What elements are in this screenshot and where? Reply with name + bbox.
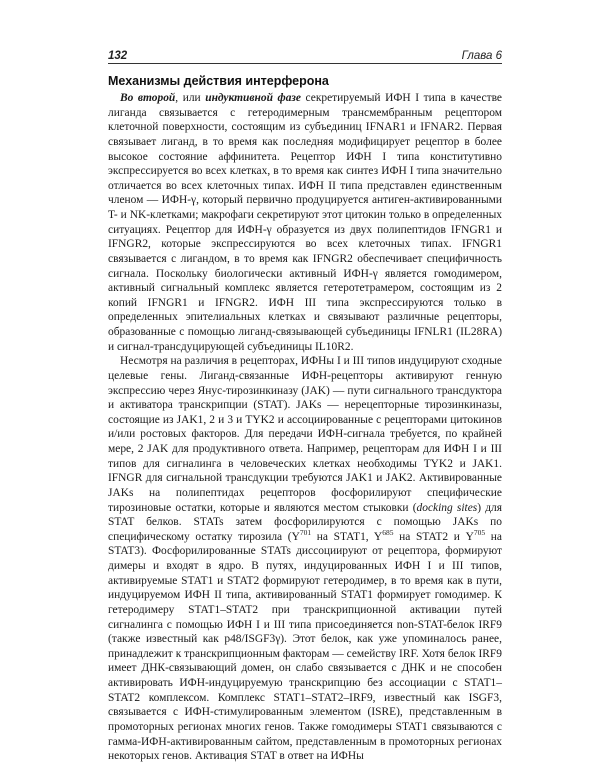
superscript-685: 685 xyxy=(382,527,394,537)
paragraph-1 xyxy=(108,91,502,354)
paragraph-2-text-a: Несмотря на различия в рецепторах, ИФНы I и III типов индуцируют сходные целевые гены. Лиганд-связанные ИФН-рецепторы активируют генную экспрессию через Янус-тирозинкиназу (JAK) — пути сигнального трансдуктора и активатора транскрипции (STAT). JAKs — нерецепторные тирозинкиназы, состоящие из JAK1, 2 и 3 и TYK2 и ассоциированные с рецепторами цитокинов и/или ростовых факторов. Для передачи ИФН-сигнала требуется, по крайней мере, 2 JAK для продуктивного ответа. Например, рецепторам для ИФН I и III типов для сигналинга в человеческих клетках необходимы TYK2 и JAK1. IFNGR для сигнальной трансдукции требуются JAK1 и JAK2. Активированные JAKs на полипептидах рецепторов фосфорилируют специфические тирозиновые остатки, которые и являются местом стыковки ( xyxy=(108,355,502,514)
paragraph-2-text-d: на STAT2 и Y xyxy=(393,530,474,543)
paragraph-2-text-b: ) для STAT белков. STATs затем фосфорилируются с помощью JAKs по специфическому остатку тирозила (Y xyxy=(108,501,502,543)
superscript-701: 701 xyxy=(299,527,312,537)
lead-phrase-a: Во второй xyxy=(120,92,176,104)
paragraph-1-text: секретируемый ИФН I типа в качестве лиганда связывается с гетеродимерным трансмембранным рецептором клеточной поверхности, состоящим из субъединиц IFNAR1 и IFNAR2. Первая связывает лиганд, в то время как последняя модифицирует рецептор в более высокое состояние аффинитета. Рецептор ИФН I типа конститутивно экспрессируется во всех клетках, в то время как синтез ИФН I типа значительно отличается во всех клеточных типах. ИФН II типа представлен единственным членом — ИФН-γ, который первично продуцируется антиген-активированными T- и NK-клетками; макрофаги секретируют этот цитокин только в определенных ситуациях. Рецептор для ИФН-γ образуется из двух полипептидов IFNGR1 и IFNGR2, которые экспрессируются во всех клеточных типах. IFNGR1 связывается с лигандом, в то время как IFNGR2 обеспечивает специфичность сигнала. Поскольку биологически активный ИФН-γ является гомодимером, активный сигнальный комплекс является гетеротетрамером, состоящим из 2 копий IFNGR1 и IFNGR2. ИФН III типа экспрессируются только в определенных эпителиальных клетках и связывают различные рецепторы, образованные с помощью лиганд-связывающей субъединицы IFNLR1 (IL28RA) и сигнал-трансдуцирующей субъединицы IL10R2. xyxy=(108,92,502,353)
lead-separator: , или xyxy=(175,92,206,104)
running-header xyxy=(108,44,502,62)
paragraph-2-text-e: на STAT3). Фосфорилированные STATs диссоциируют от рецептора, формируют димеры и входят в ядро. В путях, индуцированных ИФН I и III типов, активируемые STAT1 и STAT2 формируют гетеродимер, в то время как в пути, индуцируемом ИФН II типа, активированный STAT1 формирует гомодимер. К гетеродимеру STAT1–STAT2 при транскрипционной активации путей сигналинга с помощью ИФН I и III типа присоединяется non-STAT-белок IRF9 (также известный как p48/ISGF3γ). Этот белок, как уже упоминалось ранее, принадлежит к транскрипционным факторам — семейству IRF. Хотя белок IRF9 имеет ДНК-связывающий домен, он слабо связывается с ДНК и не способен активировать ИФН-индуцируемую транскрипцию без ассоциации с STAT1–STAT2 комплексом. Комплекс STAT1–STAT2–IRF9, известный как ISGF3, связывается с ИФН-стимулированным элементом (ISRE), представленным в промоторных регионах многих генов. Также гомодимеры STAT1 связываются с гамма-ИФН-активированным сайтом, представленным в промоторных регионах некоторых генов. Активация STAT в ответ на ИФНы xyxy=(108,530,502,763)
paragraph-2-text-c: на STAT1, Y xyxy=(311,530,383,543)
paragraph-2 xyxy=(108,354,502,764)
lead-phrase-b: индуктивной фазе xyxy=(205,92,301,104)
page-number: 132 xyxy=(108,50,128,62)
chapter-label: Глава 6 xyxy=(461,50,502,62)
header-rule xyxy=(108,63,502,64)
superscript-705: 705 xyxy=(473,527,486,537)
body-text xyxy=(108,91,502,764)
docking-sites-term: docking sites xyxy=(416,501,478,514)
section-title: Механизмы действия интерферона xyxy=(108,74,329,88)
